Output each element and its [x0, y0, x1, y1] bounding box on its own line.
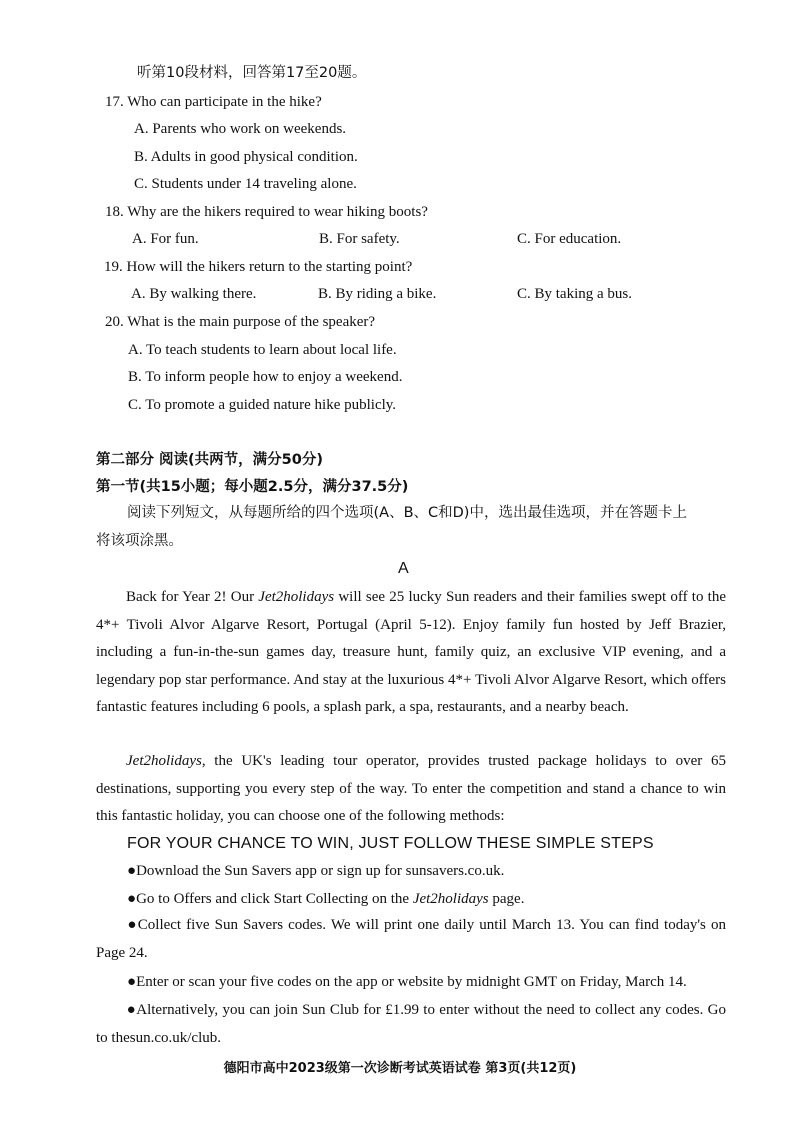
steps-heading: FOR YOUR CHANCE TO WIN, JUST FOLLOW THESE SIMPLE STEPS: [127, 835, 654, 852]
step-1-text: Download the Sun Savers app or sign up for sunsavers.co.uk.: [136, 863, 505, 879]
question-18-stem: 18. Why are the hikers required to wear hiking boots?: [105, 204, 428, 220]
question-20-option-b: B. To inform people how to enjoy a weekend.: [128, 369, 403, 385]
passage-paragraph-2: [96, 748, 726, 831]
bullet-icon: ●: [127, 891, 137, 907]
step-5: [96, 997, 726, 1052]
question-18-option-b: B. For safety.: [319, 231, 400, 247]
bullet-icon: ●: [127, 863, 137, 879]
question-20-option-c: C. To promote a guided nature hike publicly.: [128, 397, 397, 413]
reading-instruction-line-1: 阅读下列短文，从每题所给的四个选项(A、B、C和D)中，选出最佳选项，并在答题卡上: [127, 505, 687, 521]
step-2-text-post: page.: [488, 891, 525, 907]
passage-label: A: [398, 560, 409, 577]
step-3-text: Collect five Sun Savers codes. We will print one daily until March 13. You can find today's on Page 24.: [96, 917, 726, 961]
paragraph-1-body: will see 25 lucky Sun readers and their families swept off to the 4*+ Tivoli Alvor Algarve Resort, Portugal (April 5-12). Enjoy family fun hosted by Jeff Brazier, including a fun-in-the-sun games day, treasure hunt, family quiz, an exclusive VIP evening, and a legendary pop star performance. And stay at the luxurious 4*+ Tivoli Alvor Algarve Resort, which offers fantastic features including 6 pools, a splash park, a spa, restaurants, and a nearby beach.: [96, 589, 726, 716]
page-footer: 德阳市高中2023级第一次诊断考试英语试卷 第3页(共12页): [223, 1061, 577, 1076]
bullet-icon: ●: [126, 917, 138, 933]
question-19-option-c: C. By taking a bus.: [517, 286, 632, 302]
question-20-option-a: A. To teach students to learn about local life.: [128, 342, 397, 358]
question-18-option-a: A. For fun.: [132, 231, 199, 247]
paragraph-2-body: , the UK's leading tour operator, provides trusted package holidays to over 65 destinations, supporting you every step of the way. To enter the competition and stand a chance to win this fantastic holiday, you can choose one of the following methods:: [96, 753, 726, 825]
step-1: [127, 861, 504, 881]
question-19-option-a: A. By walking there.: [131, 286, 257, 302]
bullet-icon: ●: [126, 1002, 137, 1018]
question-20-stem: 20. What is the main purpose of the speaker?: [105, 314, 376, 330]
step-4-text: Enter or scan your five codes on the app or website by midnight GMT on Friday, March 14.: [136, 974, 687, 990]
question-19-stem: 19. How will the hikers return to the starting point?: [104, 259, 413, 275]
step-3: [96, 912, 726, 967]
listening-intro: 听第10段材料，回答第17至20题。: [137, 65, 367, 81]
reading-instruction-line-2: 将该项涂黑。: [96, 533, 183, 549]
question-17-option-c: C. Students under 14 traveling alone.: [134, 176, 357, 192]
reading-part-title: 第二部分 阅读(共两节，满分50分): [96, 452, 323, 468]
paragraph-1-lead: Back for Year 2! Our: [126, 589, 259, 605]
question-19-option-b: B. By riding a bike.: [318, 286, 437, 302]
reading-section-title: 第一节(共15小题；每小题2.5分，满分37.5分): [96, 479, 409, 495]
brand-jet2holidays: Jet2holidays: [258, 589, 335, 605]
step-2-text-pre: Go to Offers and click Start Collecting on the: [136, 891, 413, 907]
brand-jet2holidays: Jet2holidays: [126, 753, 202, 769]
question-17-option-b: B. Adults in good physical condition.: [134, 149, 358, 165]
question-17-option-a: A. Parents who work on weekends.: [134, 121, 347, 137]
step-2: [127, 889, 524, 909]
question-17-stem: 17. Who can participate in the hike?: [105, 94, 322, 110]
passage-paragraph-1: [96, 584, 726, 722]
question-18-option-c: C. For education.: [517, 231, 622, 247]
brand-jet2holidays: Jet2holidays: [412, 891, 489, 907]
step-4: [127, 972, 687, 992]
bullet-icon: ●: [127, 974, 137, 990]
step-5-text: Alternatively, you can join Sun Club for £1.99 to enter without the need to collect any codes. Go to thesun.co.uk/club.: [96, 1002, 727, 1046]
